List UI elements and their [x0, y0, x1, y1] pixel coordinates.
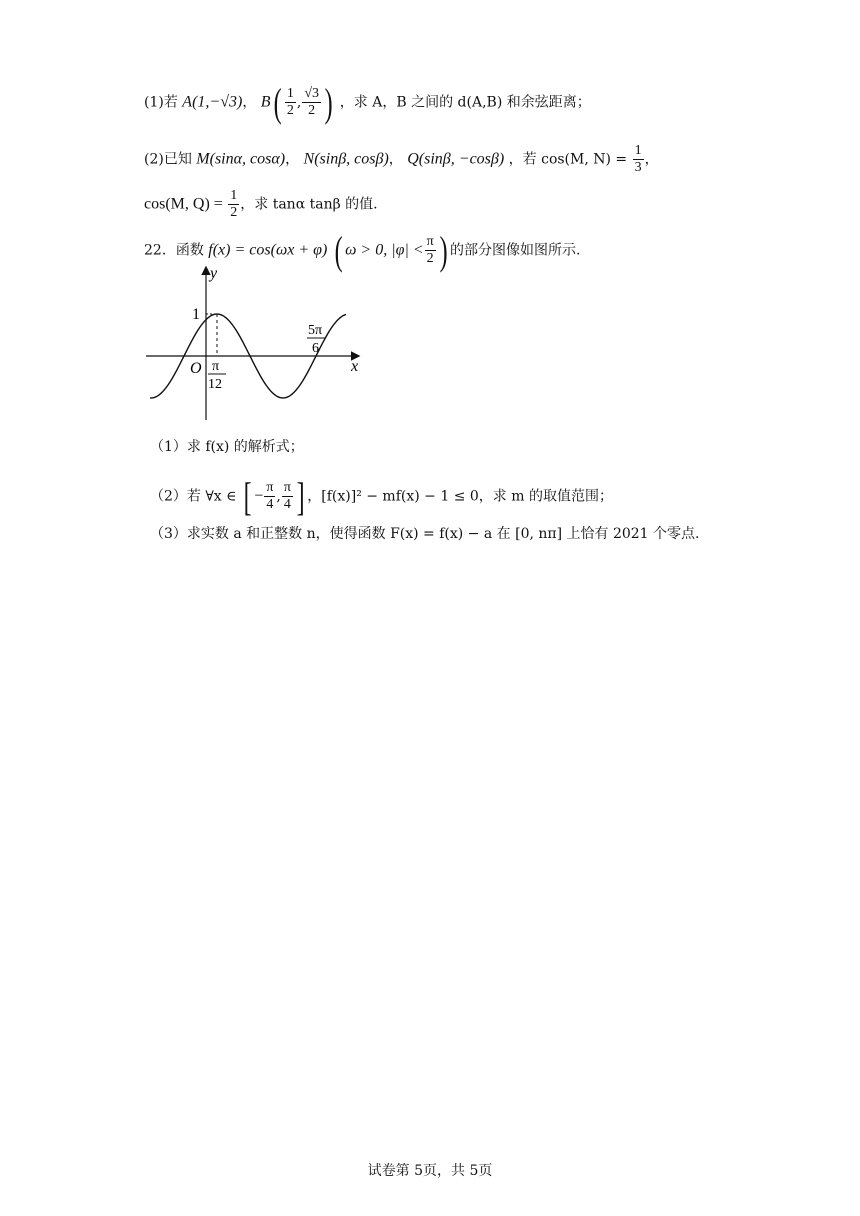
q2-point-m: M(sinα, cosα) [196, 150, 286, 168]
q22-number: 22． [144, 242, 176, 259]
q1-point-b-prefix: B [260, 93, 271, 111]
one-label: 1 [192, 306, 200, 323]
tick2-num: 5π [308, 323, 323, 338]
q2-cond1-frac: $\frac{1}{3}$ [634, 143, 642, 175]
q1-point-a: A(1,−√3) [182, 93, 243, 111]
page-footer: 试卷第 5页，共 5页 [367, 1163, 493, 1179]
sub3-text: （3）求实数 a 和正整数 n，使得函数 F(x) = f(x) − a 在 [0, nπ] 上恰有 2021 个零点. [150, 526, 700, 542]
q2-cond2-prefix: cos(M, Q) = [144, 195, 223, 213]
q22-text1: 函数 [175, 242, 204, 259]
tick1-num: π [212, 359, 220, 374]
tick2-den: 6 [312, 341, 319, 356]
sub2-line: （2）若 ∀x ∈ [ − $\frac{\pi}{4}$ , $\frac{\pi}{4}$ ] ，[f(x)]² − mf(x) − 1 ≤ 0，求 m 的取值范围； [150, 473, 613, 519]
q22-text2: 的部分图像如图所示. [450, 242, 581, 259]
sub3-line [150, 523, 700, 545]
function-graph [140, 262, 370, 424]
q22-func: f(x) = cos(ωx + φ) [208, 241, 328, 259]
q2-line2 [144, 188, 378, 221]
q2-cond1-prefix: ，若 cos(M, N) = [508, 151, 628, 168]
sub2-ineq: ，[f(x)]² − mf(x) − 1 ≤ 0，求 m 的取值范围； [307, 488, 613, 505]
q2-cond2-frac: $\frac{1}{2}$ [230, 188, 238, 220]
q2-line1: (2)已知 M(sinα, cosα)， N(sinβ, cosβ)， Q(sinβ, −cosβ) ，若 cos(M, N) = $\frac{1}{3}$ ， [144, 143, 659, 175]
tick1-den: 12 [208, 377, 222, 392]
q22-cond: ω > 0, |φ| < [345, 241, 424, 259]
q2-point-n: N(sinβ, cosβ) [303, 150, 389, 168]
sub1-line [150, 436, 304, 458]
origin-label: O [190, 360, 202, 377]
q22-line: 22．函数 f(x) = cos(ωx + φ) ( ω > 0, |φ| < $\frac{\pi}{2}$ ) 的部分图像如图所示. [144, 227, 581, 273]
sub1-text: （1）求 f(x) 的解析式； [150, 439, 304, 455]
q1-label: (1)若 [144, 94, 178, 111]
q2-point-q: Q(sinβ, −cosβ) [407, 150, 505, 168]
q2-label: (2)已知 [144, 151, 192, 168]
sub2-frac-a: $\frac{\pi}{4}$ [266, 480, 274, 512]
q1-tail: ，求 A，B 之间的 d(A,B) 和余弦距离； [339, 94, 591, 111]
q2-tail: ，求 tanα tanβ 的值. [240, 196, 378, 213]
x-axis-label: x [351, 358, 359, 375]
y-axis-label: y [210, 265, 218, 282]
q1-frac1: $\frac{1}{2}$ [286, 86, 294, 118]
q22-cond-frac: $\frac{\pi}{2}$ [426, 234, 434, 266]
sub2-prefix: （2）若 ∀x ∈ [150, 488, 237, 505]
q1-line: (1)若 A(1,−√3)， B( $\frac{1}{2}$ , $\frac{√3}{2}$ ) ，求 A，B 之间的 d(A,B) 和余弦距离； [144, 79, 591, 125]
sub2-frac-b: $\frac{\pi}{4}$ [283, 480, 291, 512]
q1-frac2: $\frac{√3}{2}$ [304, 86, 320, 118]
